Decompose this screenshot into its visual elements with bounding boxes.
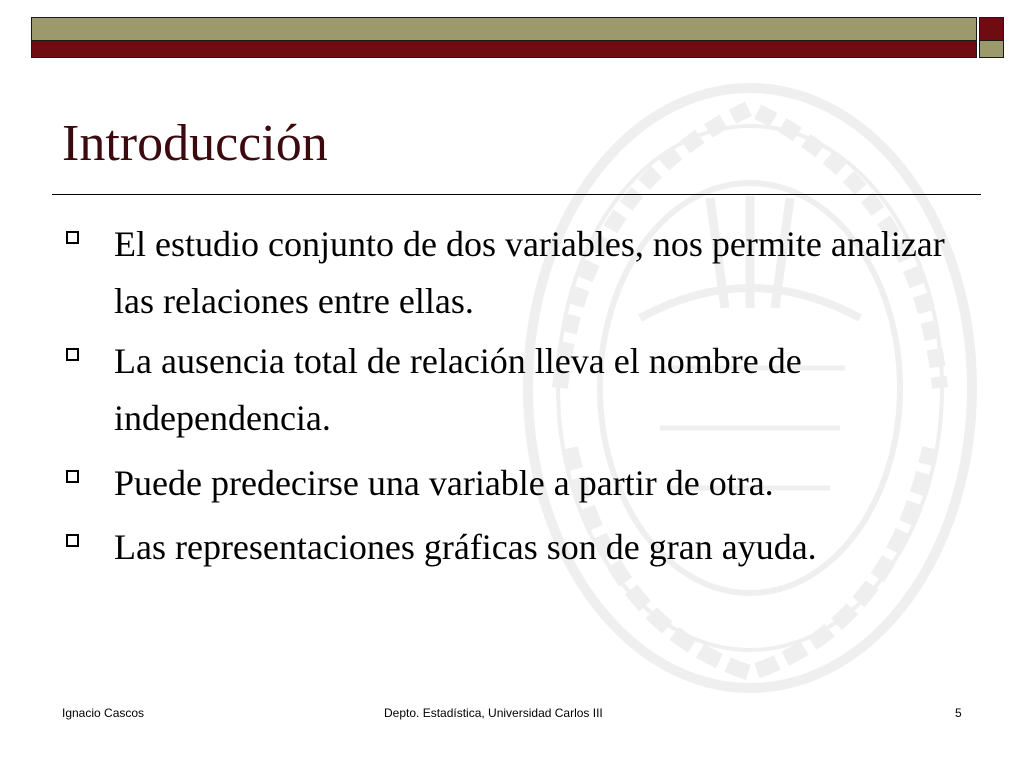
hollow-square-bullet-icon [66, 470, 79, 483]
hollow-square-bullet-icon [66, 231, 79, 244]
hollow-square-bullet-icon [66, 348, 79, 361]
footer-author: Ignacio Cascos [62, 706, 145, 720]
bullet-text: El estudio conjunto de dos variables, nos permite analizar las relaciones entre ellas. [114, 224, 945, 321]
footer-page-number: 5 [955, 706, 962, 720]
header-bar-top [31, 17, 977, 41]
hollow-square-bullet-icon [66, 534, 79, 547]
bullet-text: Las representaciones gráficas son de gran ayuda. [114, 527, 817, 567]
title-divider [52, 194, 981, 195]
slide-title: Introducción [62, 115, 328, 172]
header-square-bottom [979, 41, 1004, 58]
header-bar-bottom [31, 41, 977, 58]
bullet-text: Puede predecirse una variable a partir de otra. [114, 463, 774, 503]
bullet-text: La ausencia total de relación lleva el nombre de independencia. [114, 341, 802, 438]
header-square-top [979, 17, 1004, 41]
footer-department: Depto. Estadística, Universidad Carlos III [384, 706, 603, 720]
